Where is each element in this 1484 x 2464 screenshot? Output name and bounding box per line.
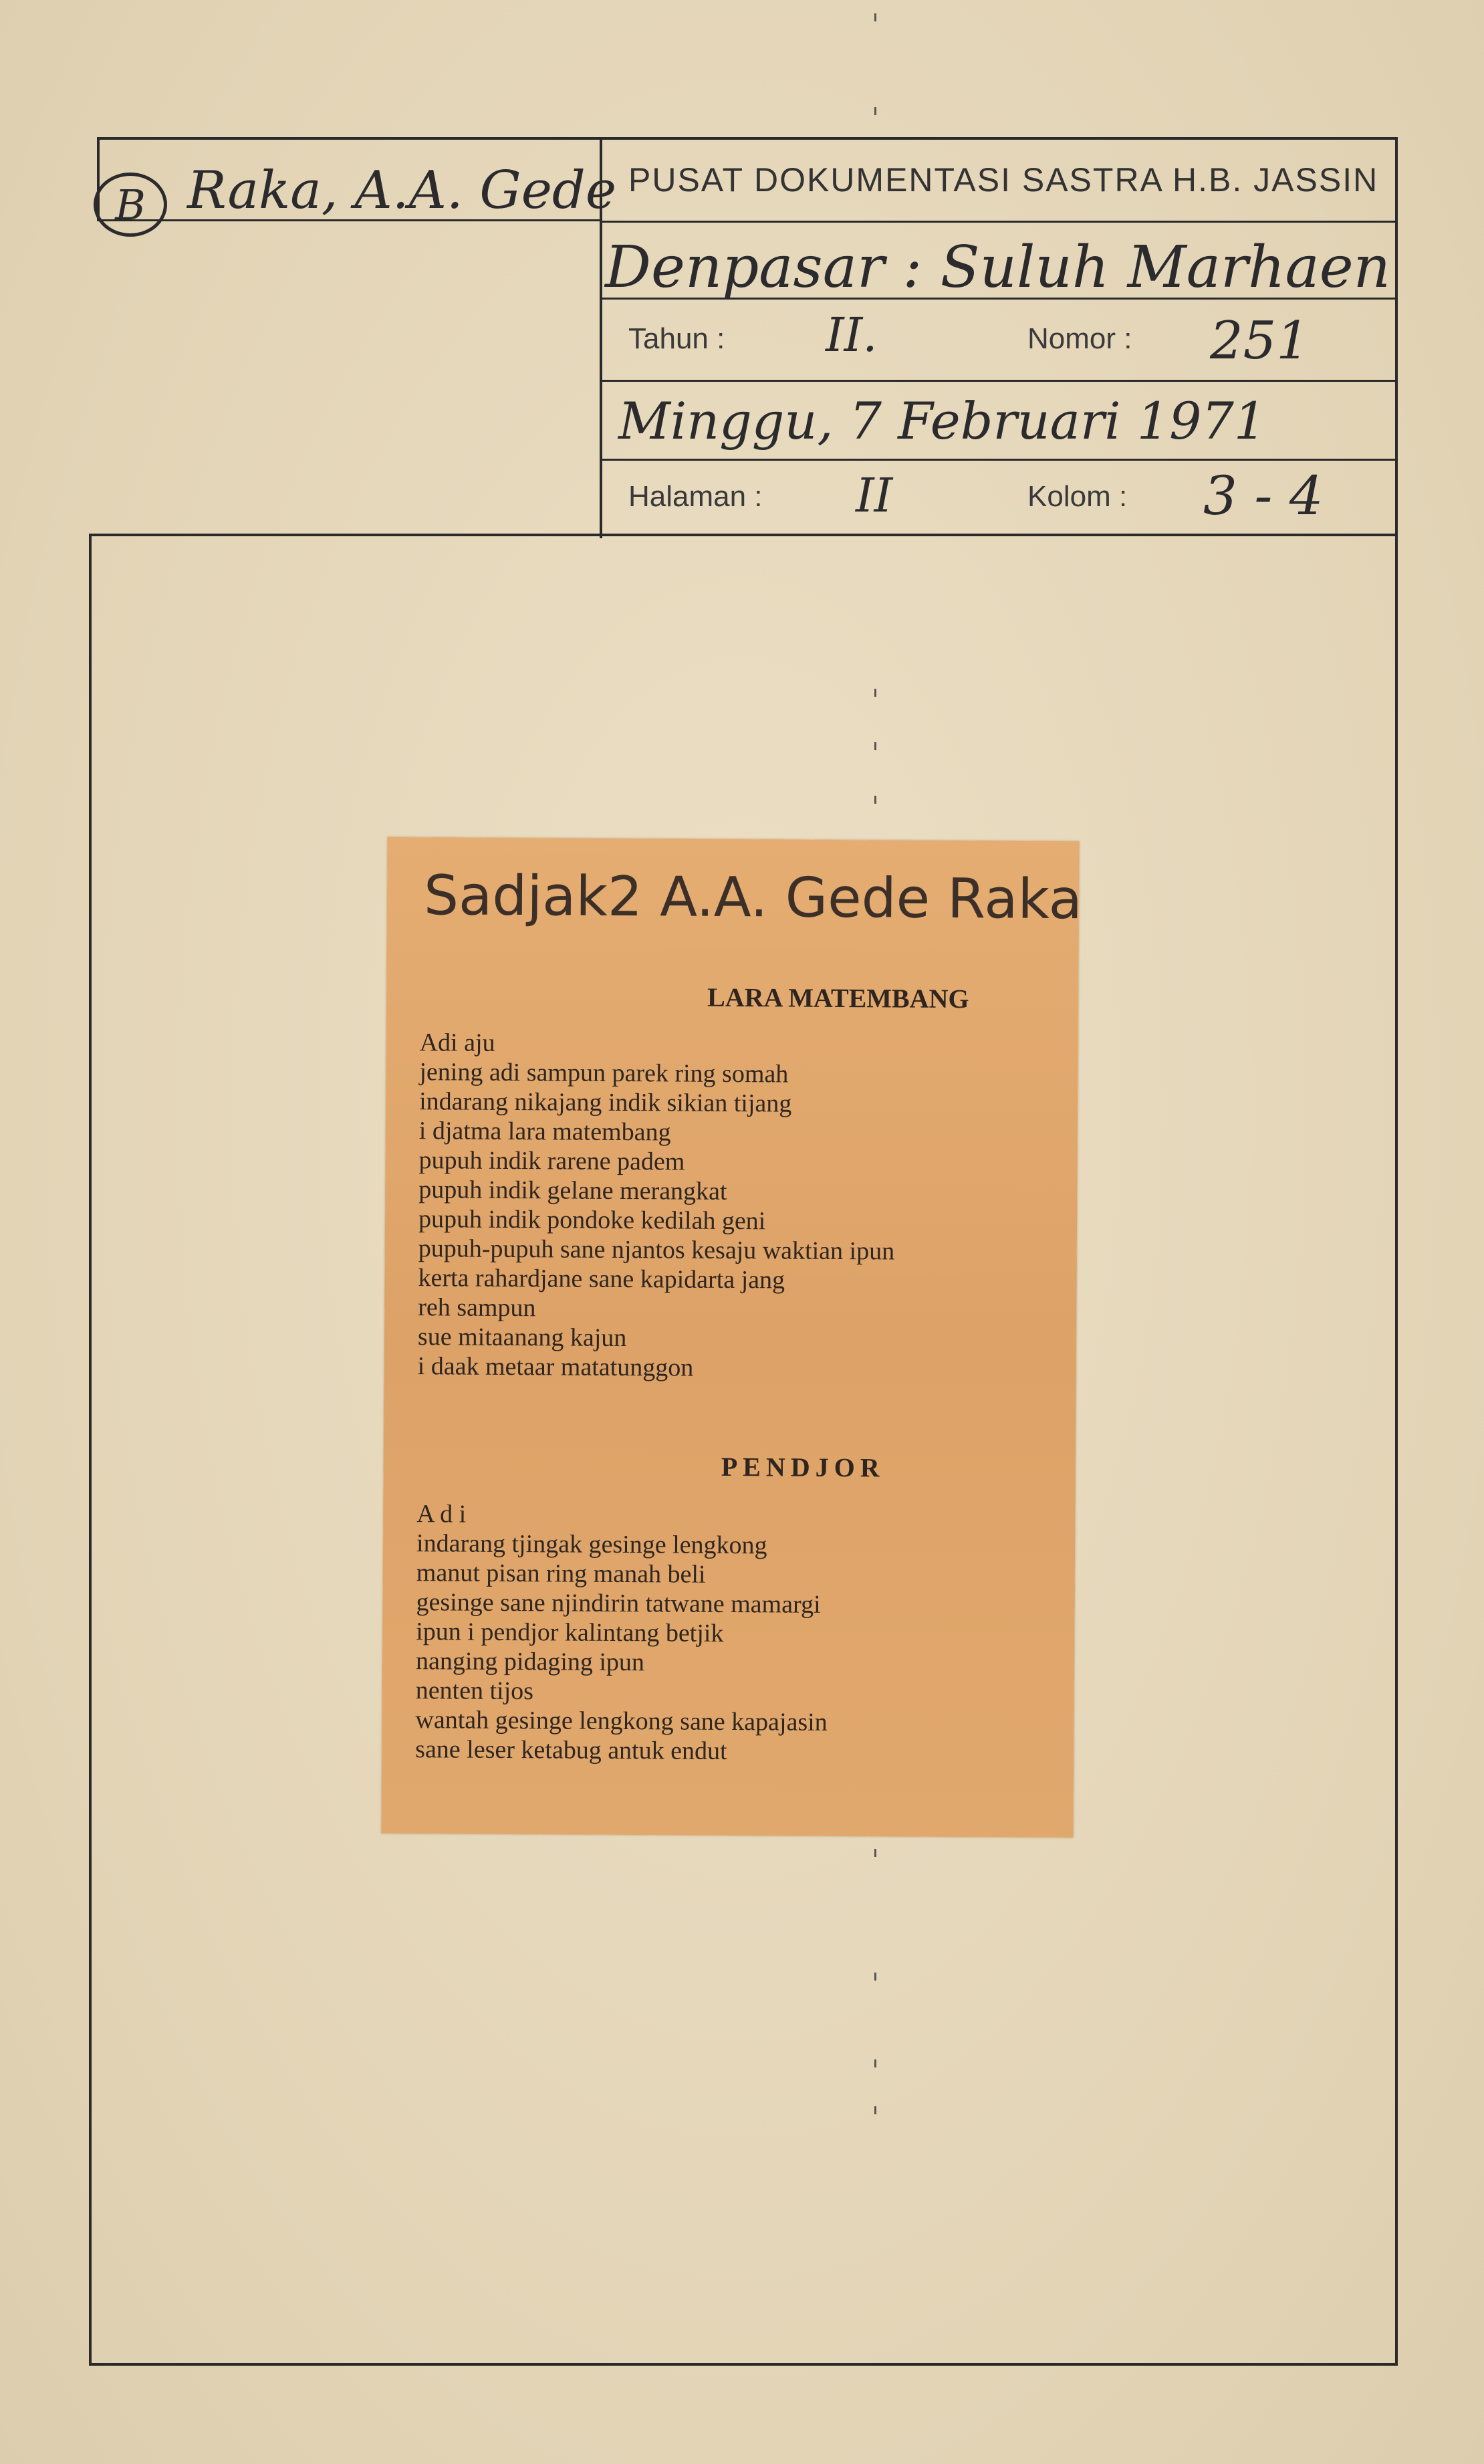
verse-line: kerta rahardjane sane kapidarta jang [418,1264,785,1295]
verse-line: nanging pidaging ipun [415,1647,645,1677]
crease-mark [874,796,876,804]
catalog-letter-circle [94,173,167,237]
halaman-label: Halaman : [628,480,763,513]
crease-mark [874,1973,876,1981]
verse-line: indarang tjingak gesinge lengkong [416,1529,767,1560]
verse-line: A d i [416,1500,467,1529]
verse-line: Adi aju [419,1028,495,1057]
verse-line: pupuh indik pondoke kedilah geni [418,1205,766,1236]
crease-mark [874,13,876,21]
verse-line: pupuh indik rarene padem [418,1146,685,1176]
grid-line [1395,137,1398,538]
grid-line [600,380,1397,382]
verse-line: sane leser ketabug antuk endut [415,1735,727,1765]
verse-line: reh sampun [418,1293,536,1323]
tahun-value: II. [826,308,878,362]
grid-line [600,221,1397,223]
crease-mark [874,689,876,697]
verse-line: indarang nikajang indik sikian tijang [419,1087,792,1118]
kolom-label: Kolom : [1027,480,1128,513]
archive-name: PUSAT DOKUMENTASI SASTRA H.B. JASSIN [628,161,1379,199]
verse-line: pupuh indik gelane merangkat [418,1175,727,1206]
verse-line: wantah gesinge lengkong sane kapajasin [415,1706,828,1737]
verse-line: manut pisan ring manah beli [416,1559,706,1589]
nomor-label: Nomor : [1027,322,1132,355]
verse-line: gesinge sane njindirin tatwane mamargi [416,1588,821,1619]
frame-line [89,534,92,2366]
frame-line [1395,534,1398,2366]
frame-line [90,534,1397,536]
verse-line: i daak metaar matatunggon [417,1352,694,1382]
poem-verse [415,1499,829,1767]
verse-line: nenten tijos [415,1676,534,1706]
newspaper-clipping [381,837,1083,1837]
clipping-title: Sadjak2 A.A. Gede Raka [423,864,1083,932]
tahun-label: Tahun : [628,322,725,355]
poem-title: LARA MATEMBANG [707,982,969,1014]
verse-line: ipun i pendjor kalintang betjik [416,1617,724,1648]
crease-mark [874,2059,876,2067]
verse-line: jening adi sampun parek ring somah [419,1058,789,1089]
publication-date: Minggu, 7 Februari 1971 [618,391,1267,451]
poem-verse [418,1028,896,1383]
author-name: Raka, A.A. Gede [187,160,616,221]
publication-name: Denpasar : Suluh Marhaen [605,234,1391,301]
verse-line: i djatma lara matembang [418,1117,671,1147]
frame-line [89,2363,1398,2366]
crease-mark [874,1849,876,1857]
verse-line: pupuh-pupuh sane njantos kesaju waktian ipun [418,1234,895,1266]
crease-mark [874,107,876,115]
verse-line: sue mitaanang kajun [417,1323,627,1353]
catalog-letter: B [115,180,146,229]
poem-title: PENDJOR [721,1451,885,1483]
grid-line [600,459,1397,461]
crease-mark [874,2106,876,2114]
halaman-value: II [856,468,893,523]
nomor-value: 251 [1210,311,1310,371]
grid-line [97,137,1397,140]
crease-mark [874,742,876,750]
kolom-value: 3 - 4 [1203,465,1324,527]
